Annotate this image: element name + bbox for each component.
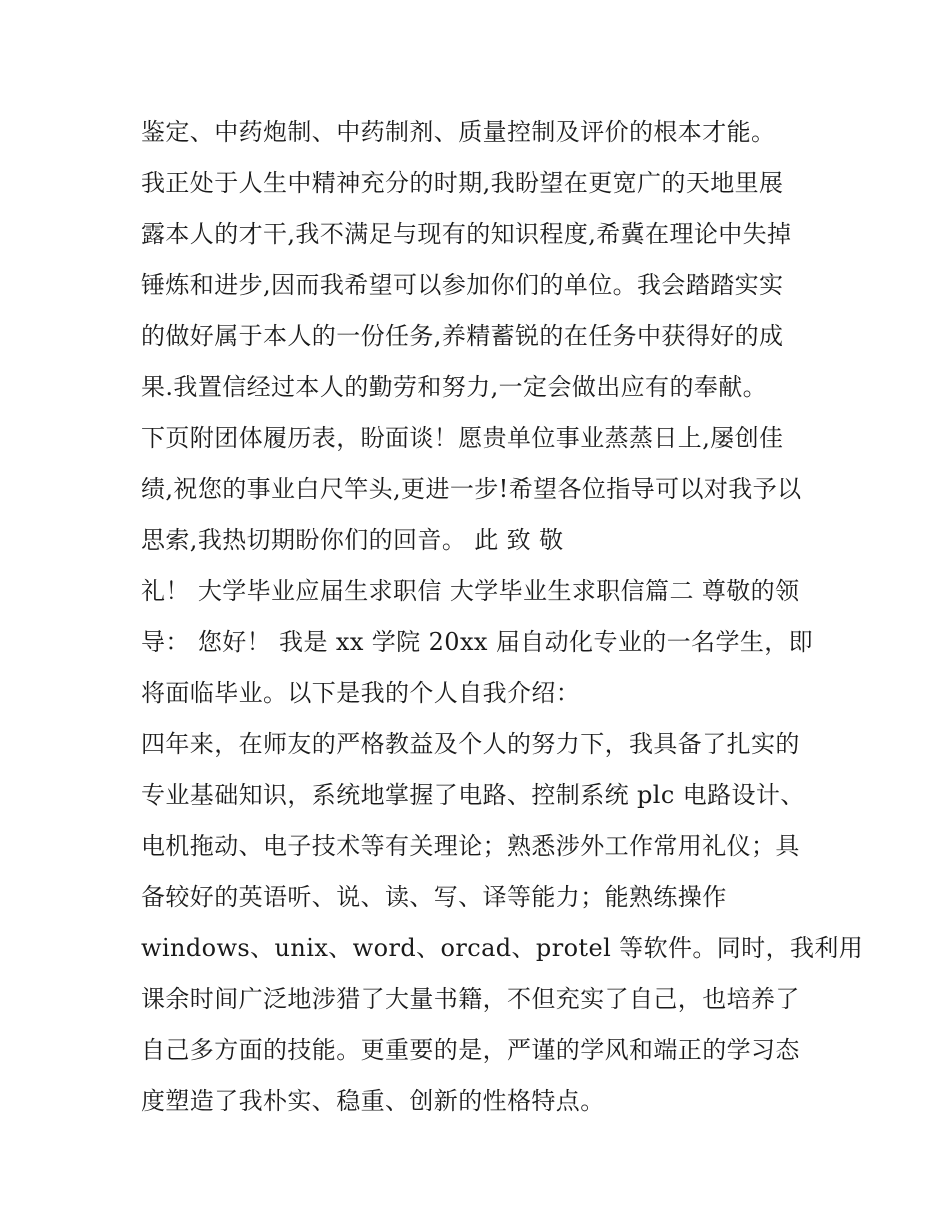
text-line: 鉴定、中药炮制、中药制剂、质量控制及评价的根本才能。 [141, 118, 776, 146]
text-line: 导： 您好！ 我是 xx 学院 20xx 届自动化专业的一名学生，即 [141, 628, 814, 656]
text-line: 将面临毕业。以下是我的个人自我介绍： [141, 679, 581, 707]
text-line: 果.我置信经过本人的勤劳和努力,一定会做出应有的奉献。 [141, 373, 768, 401]
text-line: 下页附团体履历表，盼面谈！愿贵单位事业蒸蒸日上,屡创佳 [141, 424, 784, 452]
text-line: 课余时间广泛地涉猎了大量书籍，不但充实了自己，也培养了 [141, 985, 800, 1013]
text-line: 我正处于人生中精神充分的时期,我盼望在更宽广的天地里展 [141, 169, 784, 197]
text-line: 四年来，在师友的严格教益及个人的努力下，我具备了扎实的 [141, 730, 800, 758]
text-line: 备较好的英语听、说、读、写、译等能力；能熟练操作 [141, 883, 727, 911]
text-line: 绩,祝您的事业白尺竿头,更进一步!希望各位指导可以对我予以 [141, 475, 802, 503]
text-line: 的做好属于本人的一份任务,养精蓄锐的在任务中获得好的成 [141, 322, 784, 350]
text-line: windows、unix、word、orcad、protel 等软件。同时，我利用 [141, 934, 864, 962]
text-line: 专业基础知识，系统地掌握了电路、控制系统 plc 电路设计、 [141, 781, 805, 809]
text-line: 露本人的才干,我不满足与现有的知识程度,希冀在理论中失掉 [141, 220, 792, 248]
text-line: 电机拖动、电子技术等有关理论；熟悉涉外工作常用礼仪；具 [141, 832, 800, 860]
text-line: 思索,我热切期盼你们的回音。 此 致 敬 [141, 526, 564, 554]
text-line: 锤炼和进步,因而我希望可以参加你们的单位。我会踏踏实实 [141, 271, 784, 299]
text-line: 礼！ 大学毕业应届生求职信 大学毕业生求职信篇二 尊敬的领 [141, 577, 800, 605]
text-line: 自己多方面的技能。更重要的是，严谨的学风和端正的学习态 [141, 1036, 800, 1064]
body-text [141, 107, 864, 1127]
text-line: 度塑造了我朴实、稳重、创新的性格特点。 [141, 1087, 605, 1115]
